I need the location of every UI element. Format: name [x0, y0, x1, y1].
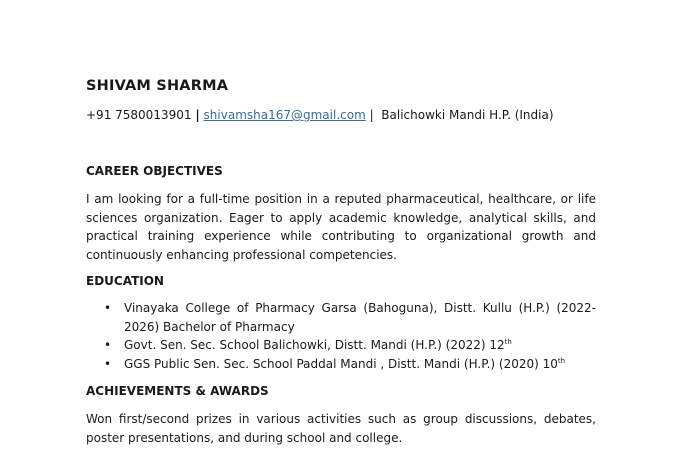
education-item [86, 299, 596, 336]
career-objectives-text: I am looking for a full-time position in a reputed pharmaceutical, healthcare, or life sciences organization. Eager to apply academic knowledge, analytical skills, and practical training experience while contributing to organizational growth and continuously enhancing professional competencies. [86, 192, 596, 263]
career-objectives-heading: CAREER OBJECTIVES [86, 164, 223, 178]
education-item-text: Govt. Sen. Sec. School Balichowki, Distt. Mandi (H.P.) (2022) 12 [124, 338, 505, 352]
education-item-text: GGS Public Sen. Sec. School Paddal Mandi , Distt. Mandi (H.P.) (2020) 10 [124, 356, 558, 371]
education-item [86, 355, 596, 374]
bullet-icon: • [104, 356, 112, 371]
education-item-sup: th [504, 338, 512, 346]
bullet-icon: • [104, 301, 112, 315]
achievements-text: Won first/second prizes in various activities such as group discussions, debates, poster presentations, and during school and college. [86, 412, 596, 445]
location-text: Balichowki Mandi H.P. (India) [381, 108, 554, 122]
education-item-sup: th [557, 356, 566, 365]
candidate-name: SHIVAM SHARMA [86, 78, 229, 94]
achievements-heading: ACHIEVEMENTS & AWARDS [86, 384, 269, 398]
education-heading: EDUCATION [86, 274, 164, 288]
education-item-text: Vinayaka College of Pharmacy Garsa (Bahoguna), Distt. Kullu (H.P.) (2022-2026) Bachelor of Pharmacy [124, 301, 596, 334]
contact-line [86, 108, 554, 122]
bullet-icon: • [104, 338, 112, 352]
education-item [86, 336, 596, 355]
contact-separator: | [195, 108, 200, 122]
email-link[interactable]: shivamsha167@gmail.com [203, 108, 366, 122]
education-list [86, 299, 596, 373]
contact-separator: | [369, 108, 374, 122]
phone-number: +91 7580013901 [86, 108, 192, 122]
